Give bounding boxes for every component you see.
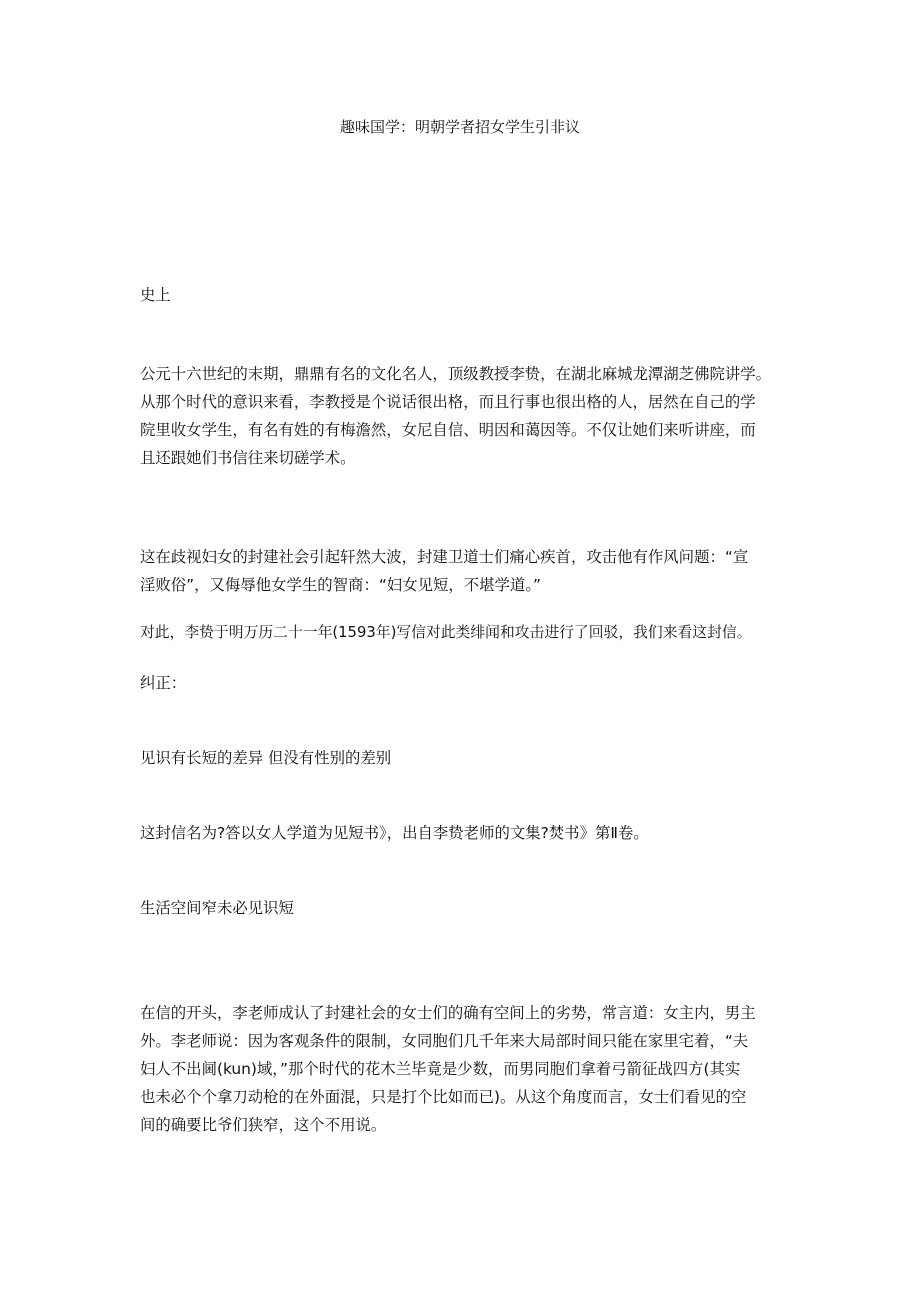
paragraph <box>140 672 788 700</box>
paragraph <box>140 622 788 650</box>
text-line: 间的确要比爷们狭窄，这个不用说。 <box>140 1116 387 1134</box>
text-line: 淫败俗”，又侮辱他女学生的智商：“妇女见短，不堪学道。” <box>140 576 541 594</box>
paragraph <box>140 546 788 602</box>
text-line: 纠正： <box>140 674 187 692</box>
text-line: 且还跟她们书信往来切磋学术。 <box>140 449 356 467</box>
text-line: 外。李老师说：因为客观条件的限制，女同胞们几千年来大局部时间只能在家里宅着，“夫 <box>140 1032 749 1050</box>
section-heading <box>140 897 788 925</box>
text-line: 从那个时代的意识来看，李教授是个说话很出格，而且行事也很出格的人，居然在自己的学 <box>140 393 756 411</box>
paragraph <box>140 822 788 850</box>
section-heading <box>140 747 788 775</box>
text-line: 妇人不出阃(kun)域，”那个时代的花木兰毕竟是少数，而男同胞们拿着弓箭征战四方(其实 <box>140 1060 741 1078</box>
text-line: 见识有长短的差异 但没有性别的差别 <box>140 749 392 767</box>
document-title: 趣味国学：明朝学者招女学生引非议 <box>339 118 580 136</box>
text-line: 公元十六世纪的末期，鼎鼎有名的文化名人，顶级教授李贽，在湖北麻城龙潭湖芝佛院讲学。 <box>140 365 772 383</box>
text-line: 院里收女学生，有名有姓的有梅澹然，女尼自信、明因和蔼因等。不仅让她们来听讲座，而 <box>140 421 756 439</box>
text-line: 这封信名为?答以女人学道为见短书》，出自李贽老师的文集?焚书》第Ⅱ卷。 <box>140 824 649 842</box>
text-line: 史上 <box>140 286 171 304</box>
text-line: 在信的开头，李老师成认了封建社会的女士们的确有空间上的劣势，常言道：女主内，男主 <box>140 1004 756 1022</box>
paragraph <box>140 1002 788 1142</box>
text-line: 对此，李贽于明万历二十一年(1593年)写信对此类绯闻和攻击进行了回驳，我们来看这封信。 <box>140 624 752 641</box>
text-line: 生活空间窄未必见识短 <box>140 899 294 917</box>
text-line: 这在歧视妇女的封建社会引起轩然大波，封建卫道士们痛心疾首，攻击他有作风问题：“宣 <box>140 548 749 566</box>
paragraph <box>140 363 788 475</box>
text-line: 也未必个个拿刀动枪的在外面混，只是打个比如而已)。从这个角度而言，女士们看见的空 <box>140 1088 747 1106</box>
paragraph <box>140 284 788 312</box>
